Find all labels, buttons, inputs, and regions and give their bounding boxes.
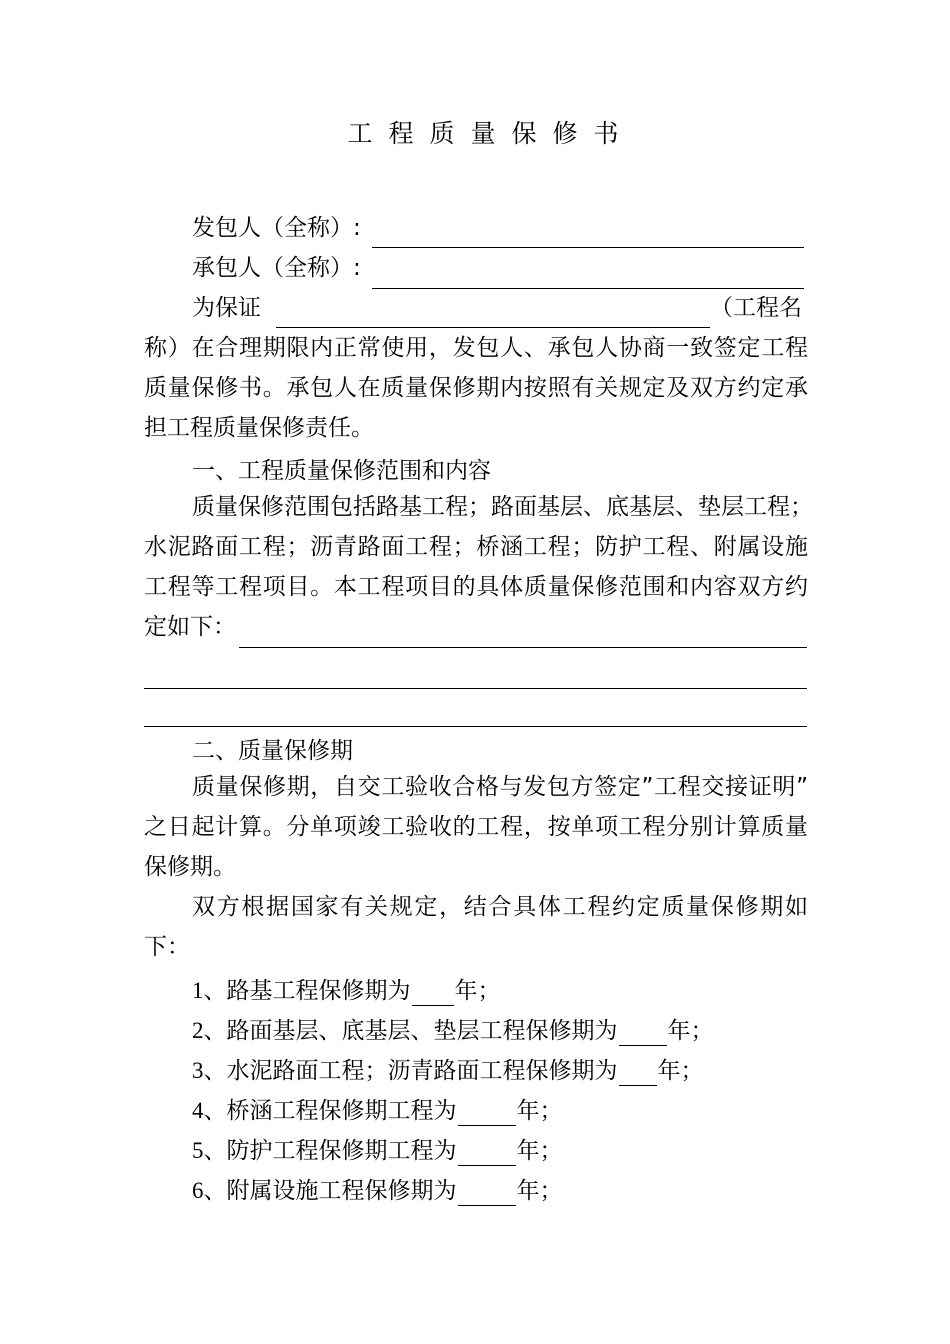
document-title: 工程质量保修书 xyxy=(347,119,635,148)
period-item: 6、附属设施工程保修期为 年； xyxy=(192,1178,563,1204)
period-item: 3、水泥路面工程；沥青路面工程保修期为 年； xyxy=(192,1058,704,1084)
section2-heading: 二、质量保修期 xyxy=(192,738,353,764)
period-item: 5、防护工程保修期工程为 年； xyxy=(192,1138,563,1164)
years-blank xyxy=(412,979,454,1006)
scope-blank-line xyxy=(144,688,807,689)
intro-suffix: （工程名 xyxy=(710,295,802,321)
section1-heading: 一、工程质量保修范围和内容 xyxy=(192,458,491,484)
period-item: 1、路基工程保修期为 年； xyxy=(192,978,501,1004)
section2-line: 保修期。 xyxy=(144,854,236,880)
employer-label: 发包人（全称）: xyxy=(192,215,361,241)
intro-line: 担工程质量保修责任。 xyxy=(144,415,374,441)
period-item: 2、路面基层、底基层、垫层工程保修期为 年； xyxy=(192,1018,714,1044)
period-item: 4、桥涵工程保修期工程为 年； xyxy=(192,1098,563,1124)
section2-line: 质量保修期，自交工验收合格与发包方签定”工程交接证明” xyxy=(192,774,808,800)
years-blank xyxy=(458,1139,516,1166)
years-blank xyxy=(619,1019,667,1046)
years-blank xyxy=(458,1179,516,1206)
section2-line: 下： xyxy=(144,934,190,960)
intro-line: 质量保修书。承包人在质量保修期内按照有关规定及双方约定承 xyxy=(144,375,808,401)
employer-name-blank xyxy=(372,247,804,248)
contractor-label: 承包人（全称）: xyxy=(192,255,361,281)
intro-line: 称）在合理期限内正常使用，发包人、承包人协商一致签定工程 xyxy=(144,335,808,361)
years-blank xyxy=(619,1059,657,1086)
project-name-blank xyxy=(276,327,710,328)
scope-blank-line xyxy=(239,647,807,648)
years-blank xyxy=(458,1099,516,1126)
scope-blank-line xyxy=(144,726,807,727)
section2-line: 双方根据国家有关规定，结合具体工程约定质量保修期如 xyxy=(192,894,808,920)
section1-line: 工程等工程项目。本工程项目的具体质量保修范围和内容双方约 xyxy=(144,574,808,600)
section1-line: 定如下： xyxy=(144,614,236,640)
section2-line: 之日起计算。分单项竣工验收的工程，按单项工程分别计算质量 xyxy=(144,814,808,840)
intro-prefix: 为保证 xyxy=(192,295,261,321)
contractor-name-blank xyxy=(372,288,804,289)
section1-line: 质量保修范围包括路基工程；路面基层、底基层、垫层工程； xyxy=(192,494,813,520)
section1-line: 水泥路面工程；沥青路面工程；桥涵工程；防护工程、附属设施 xyxy=(144,534,808,560)
